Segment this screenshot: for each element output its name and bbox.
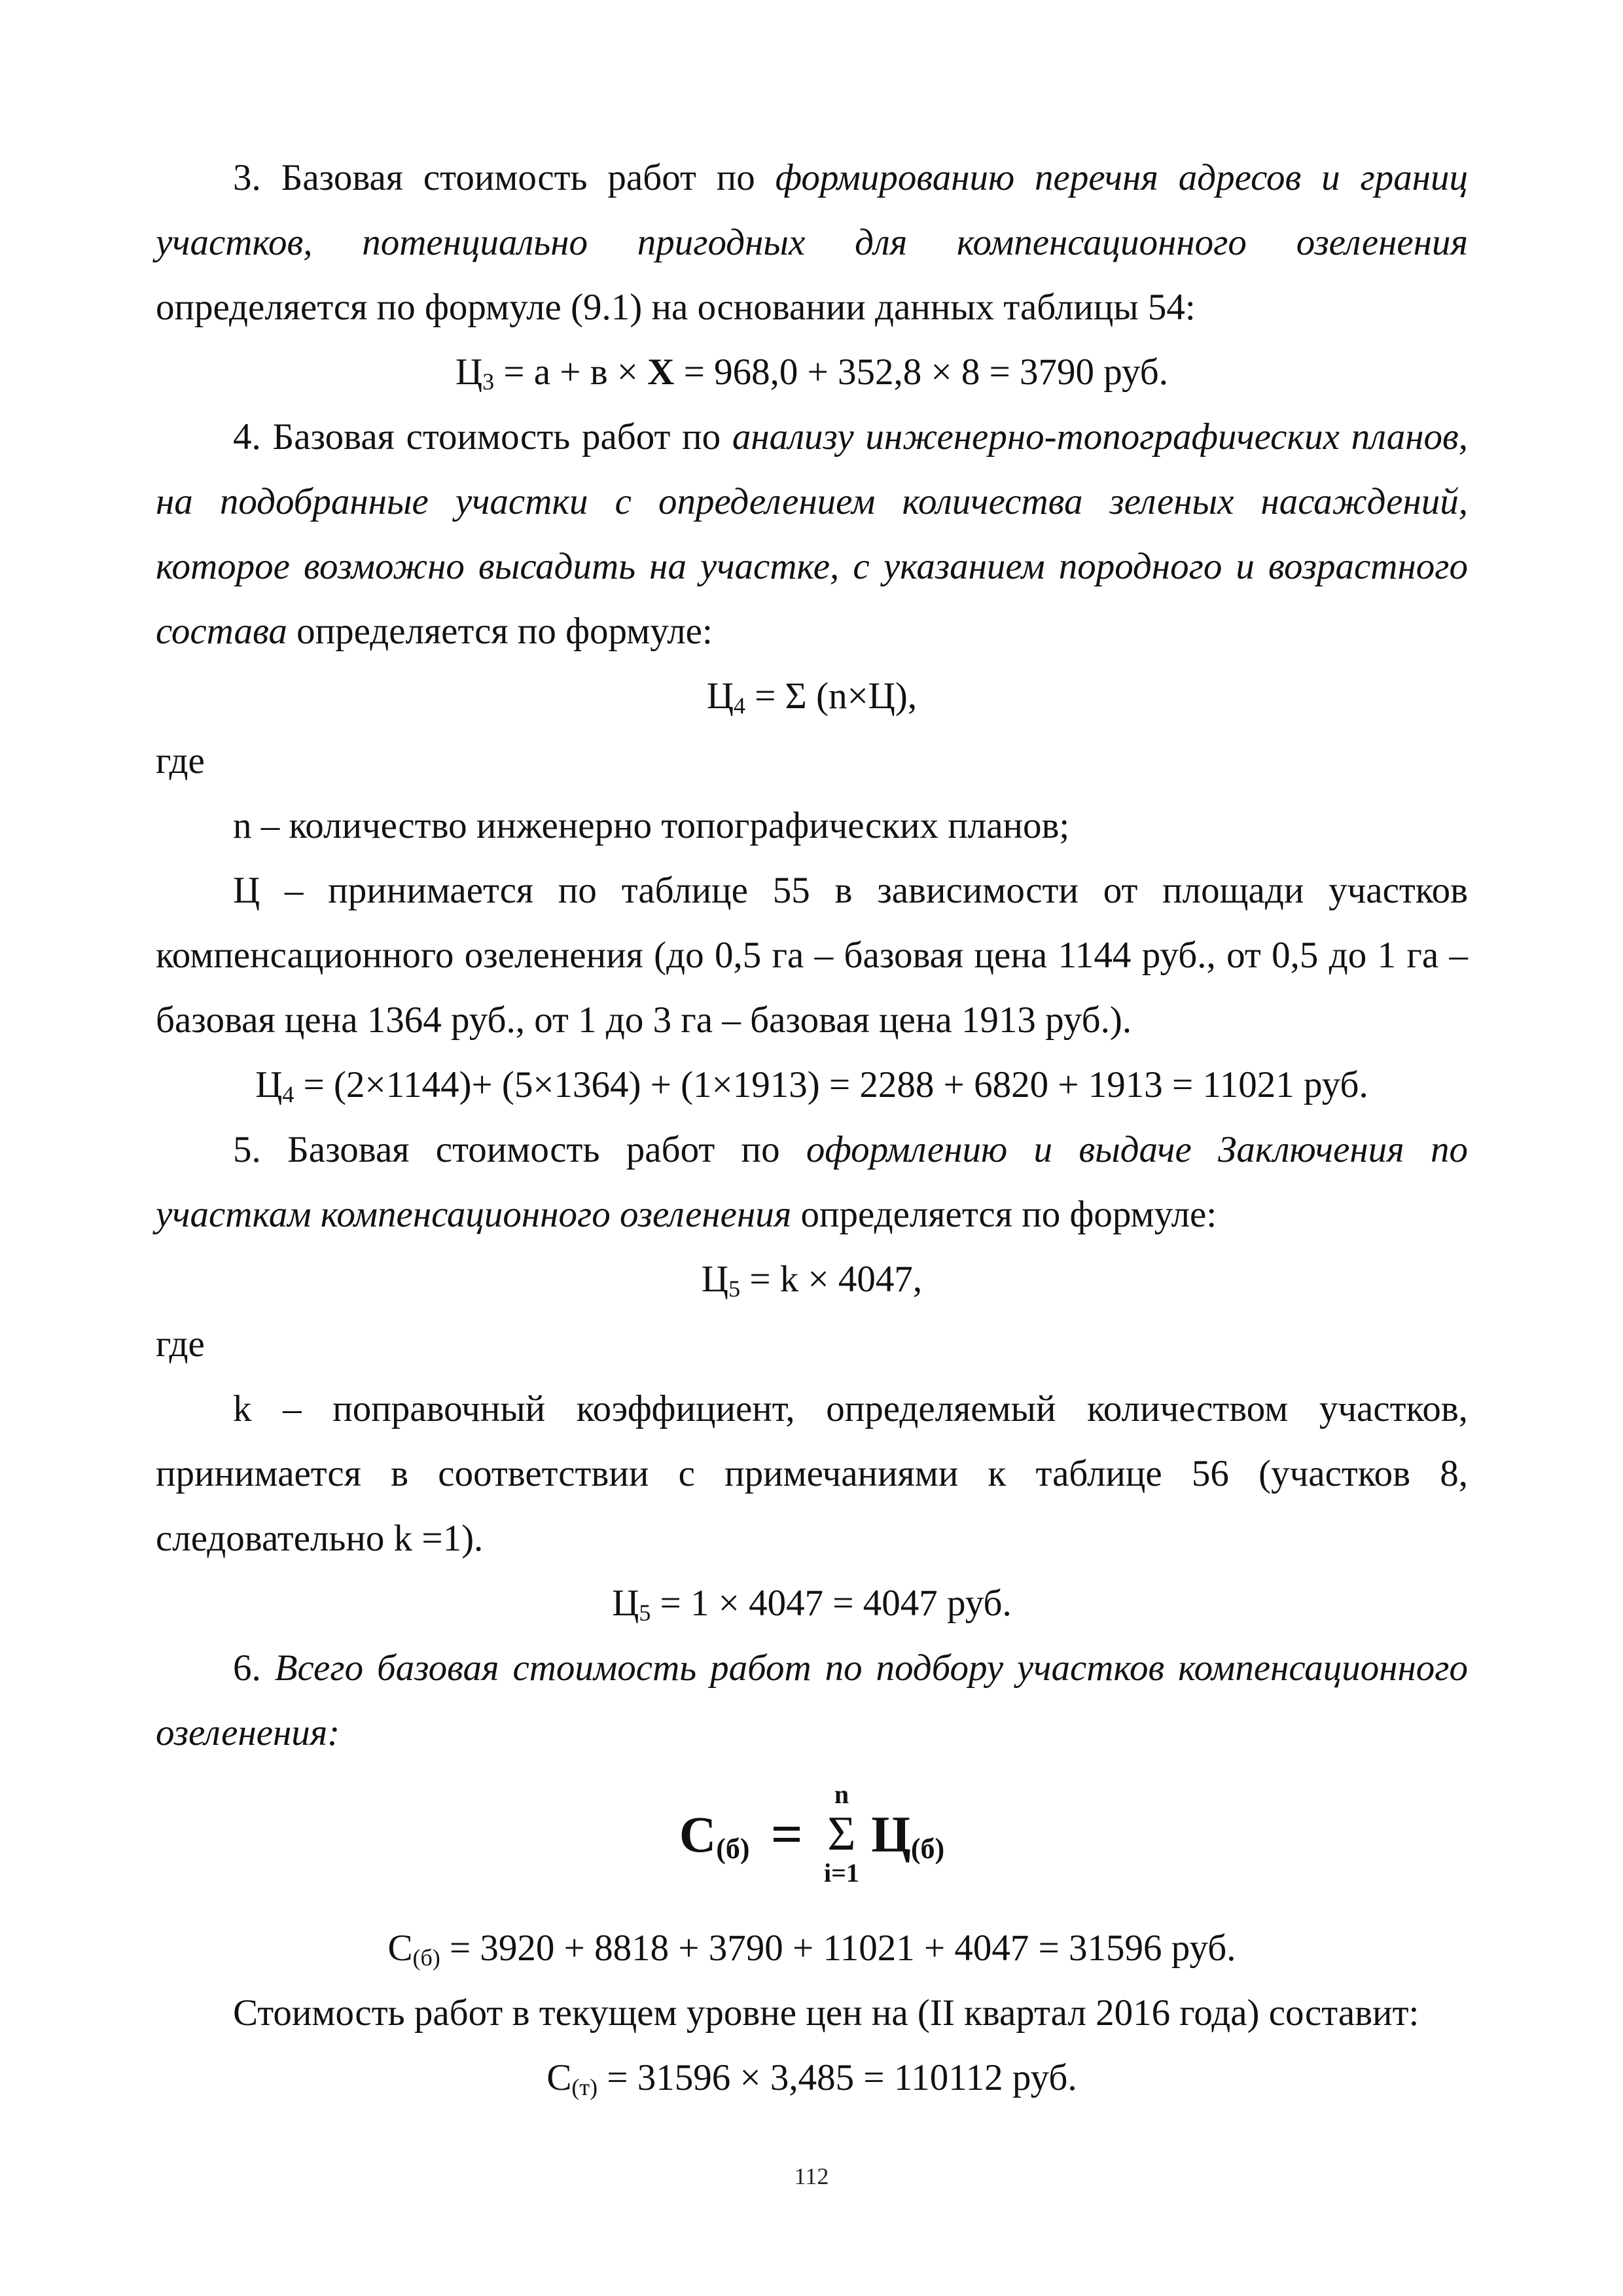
formula-c4-sub: 4 <box>734 692 746 719</box>
definition-k: k – поправочный коэффициент, определяемый количеством участков, принимается в соответствии с примечаниями к таблице 56 (участков 8, следовательно k =1). <box>156 1388 1468 1559</box>
formula-c5-calc-symbol: Ц <box>612 1583 639 1624</box>
paragraph-4-italic: анализу инженерно-топографических планов, на подобранные участки с определением количества зеленых насаждений, которое возможно высадить на участке, с указанием породного и возрастного состава <box>156 416 1468 652</box>
paragraph-5 <box>156 1117 1468 1247</box>
formula-c3-tail: = 968,0 + 352,8 × 8 = 3790 руб. <box>674 351 1169 393</box>
formula-current <box>156 2045 1468 2110</box>
formula-c3-symbol: Ц <box>455 351 483 393</box>
formula-c4-calc-sub: 4 <box>282 1081 294 1107</box>
formula-c5-sub: 5 <box>728 1276 741 1302</box>
paragraph-6 <box>156 1636 1468 1765</box>
summation-rhs <box>871 1806 944 1863</box>
formula-c4-symbol: Ц <box>706 675 734 717</box>
paragraph-5-tail: определяется по формуле: <box>791 1194 1217 1235</box>
summation-equals: = <box>770 1802 803 1865</box>
formula-c5-symbol: Ц <box>701 1259 729 1300</box>
summation-upper-limit: n <box>834 1780 849 1809</box>
summation-sigma <box>824 1778 859 1890</box>
paragraph-current-prices: Стоимость работ в текущем уровне цен на (II квартал 2016 года) составит: <box>233 1992 1419 2034</box>
formula-c5-calc <box>156 1571 1468 1636</box>
paragraph-6-lead: 6. <box>233 1647 275 1689</box>
summation-lower-limit: i=1 <box>824 1858 859 1888</box>
formula-c5-tail: = k × 4047, <box>740 1259 923 1300</box>
formula-total-tail: = 3920 + 8818 + 3790 + 11021 + 4047 = 31596 руб. <box>440 1928 1236 1969</box>
paragraph-3-tail: определяется по формуле (9.1) на основании данных таблицы 54: <box>156 287 1196 328</box>
formula-current-sub: (т) <box>571 2074 598 2100</box>
paragraph-5-italic: оформлению и выдаче Заключения по участкам компенсационного озеленения <box>156 1129 1469 1235</box>
definition-n: n – количество инженерно топографических планов; <box>233 805 1070 846</box>
formula-current-tail: = 31596 × 3,485 = 110112 руб. <box>597 2057 1077 2098</box>
formula-c3-mid: = а + в × <box>494 351 648 393</box>
formula-total <box>156 1916 1468 1981</box>
paragraph-4-tail: определяется по формуле: <box>287 611 713 652</box>
summation-expression <box>679 1778 944 1890</box>
formula-c5-calc-sub: 5 <box>639 1600 651 1626</box>
formula-c4 <box>156 664 1468 728</box>
summation-lhs-symbol: C <box>679 1805 717 1863</box>
summation-lhs-sub: (б) <box>716 1832 750 1865</box>
formula-c3-sub: 3 <box>482 368 495 395</box>
formula-c5 <box>156 1247 1468 1312</box>
paragraph-3 <box>156 145 1468 340</box>
formula-c4-calc <box>156 1052 1468 1117</box>
paragraph-4-lead: 4. Базовая стоимость работ по <box>233 416 732 457</box>
paragraph-4 <box>156 404 1468 664</box>
formula-current-symbol: С <box>546 2057 572 2098</box>
summation-formula <box>156 1765 1468 1916</box>
formula-c4-calc-symbol: Ц <box>255 1064 283 1105</box>
where-label-1: где <box>156 740 205 781</box>
paragraph-5-lead: 5. Базовая стоимость работ по <box>233 1129 806 1170</box>
formula-total-symbol: С <box>387 1928 413 1969</box>
formula-c5-calc-tail: = 1 × 4047 = 4047 руб. <box>651 1583 1012 1624</box>
paragraph-6-italic: Всего базовая стоимость работ по подбору участков компенсационного озеленения: <box>156 1647 1469 1753</box>
paragraph-3-lead: 3. Базовая стоимость работ по <box>233 157 776 198</box>
formula-c4-calc-tail: = (2×1144)+ (5×1364) + (1×1913) = 2288 + 6820 + 1913 = 11021 руб. <box>294 1064 1368 1105</box>
page-body <box>156 145 1468 2110</box>
page-number: 112 <box>794 2163 829 2189</box>
formula-c3 <box>156 340 1468 404</box>
summation-rhs-symbol: Ц <box>871 1805 911 1863</box>
formula-total-sub: (б) <box>412 1945 440 1971</box>
formula-c4-tail: = Σ (n×Ц), <box>745 675 918 717</box>
paragraph-3-italic: формированию перечня адресов и границ участков, потенциально пригодных для компенсационного озеленения <box>156 157 1468 263</box>
formula-c3-x: X <box>647 351 675 393</box>
summation-lhs <box>679 1806 750 1863</box>
definition-c: Ц – принимается по таблице 55 в зависимости от площади участков компенсационного озеленения (до 0,5 га – базовая цена 1144 руб., от 0,5 до 1 га – базовая цена 1364 руб., от 1 до 3 га – базовая цена 1913 руб.). <box>156 870 1468 1041</box>
where-label-2: где <box>156 1323 205 1365</box>
sigma-symbol: Σ <box>827 1807 856 1861</box>
summation-rhs-sub: (б) <box>910 1832 945 1865</box>
